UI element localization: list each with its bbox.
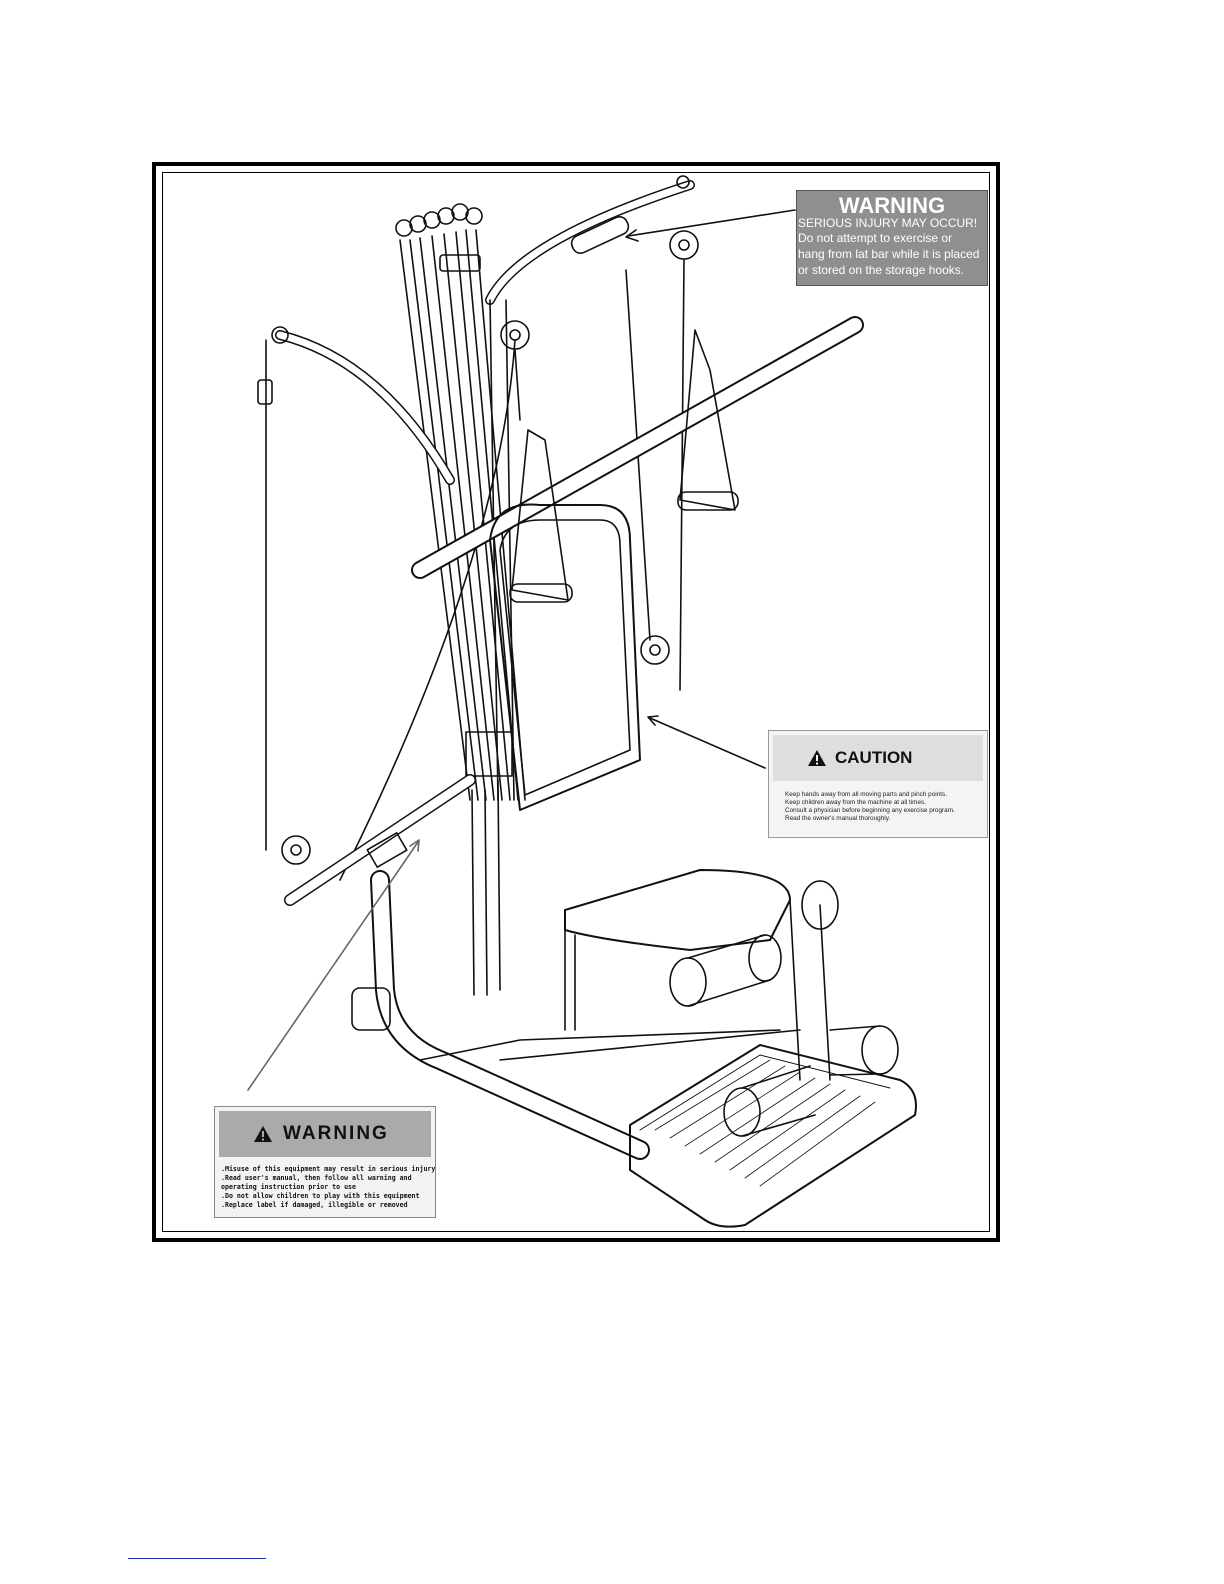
warning-bottom-header	[219, 1111, 431, 1157]
warning-bottom-line: operating instruction prior to use	[221, 1183, 356, 1191]
power-rods	[396, 204, 525, 800]
warning-top-line: Do not attempt to exercise or	[798, 231, 953, 245]
warning-bottom-line: .Replace label if damaged, illegible or removed	[221, 1201, 408, 1209]
warning-bottom-line: .Misuse of this equipment may result in serious injury	[221, 1165, 436, 1173]
warning-top-title: WARNING	[838, 193, 946, 218]
caution-line: Keep hands away from all moving parts and pinch points.	[785, 791, 947, 798]
warning-label-top	[796, 190, 988, 286]
caution-line: Read the owner's manual thoroughly.	[785, 815, 891, 822]
warning-top-line: or stored on the storage hooks.	[798, 263, 965, 277]
caution-header	[773, 735, 983, 781]
footnote-rule	[128, 1558, 266, 1559]
warning-label-bottom	[214, 1106, 436, 1218]
caution-label	[768, 730, 988, 838]
warning-bottom-title: WARNING	[283, 1123, 389, 1144]
warning-bottom-line: .Do not allow children to play with this equipment	[221, 1192, 420, 1200]
warning-triangle-icon	[807, 749, 827, 767]
top-mast	[490, 185, 690, 300]
warning-top-subtitle: SERIOUS INJURY MAY OCCUR!	[798, 216, 978, 230]
warning-bottom-line: .Read user's manual, then follow all warning and	[221, 1174, 412, 1182]
warning-top-line: hang from lat bar while it is placed	[798, 247, 980, 261]
caution-title: CAUTION	[835, 748, 913, 767]
callout-arrow-top	[628, 210, 795, 236]
caution-line: Consult a physician before beginning any exercise program.	[785, 807, 955, 814]
warning-triangle-icon	[253, 1125, 273, 1143]
callout-arrow-right	[650, 718, 765, 768]
caution-line: Keep children away from the machine at all times.	[785, 799, 927, 806]
